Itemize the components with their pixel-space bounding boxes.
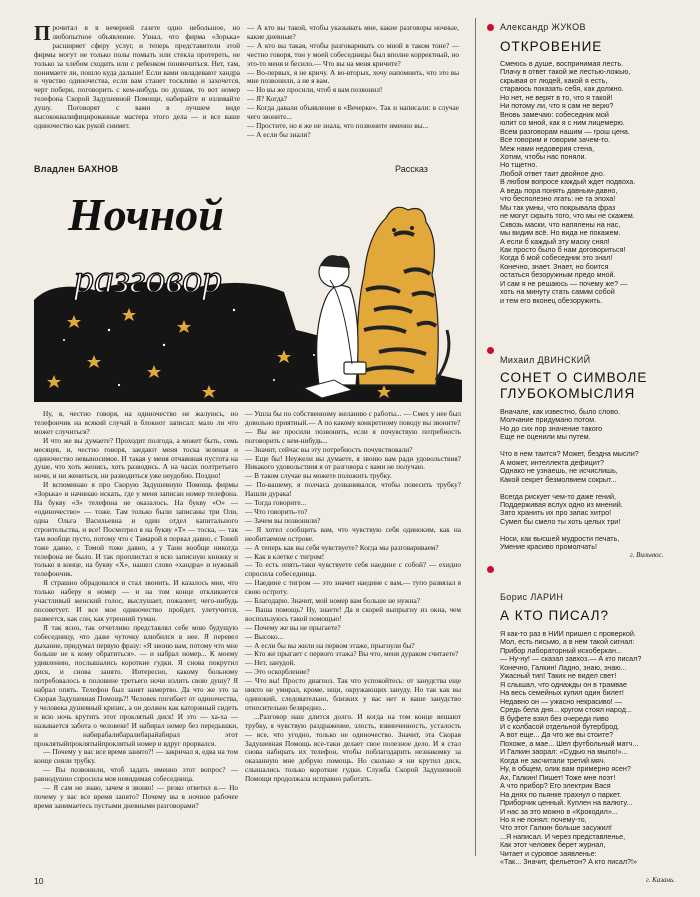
poem2-author: Михаил ДВИНСКИЙ: [500, 355, 591, 365]
red-bullet-icon: [487, 566, 494, 573]
poem1-text: Смеюсь в душе, воспринимая лесть. Плачу в ответ такой же лестью-ложью, скрывая от людей, какой я есть, стараюсь показать себя, как должно. Но нет, не верят в то, что я такой! Ни потому ли, что я сам не верю? Вновь замечаю: собеседник мой юлит со мной, как я с ним лицемерю. Всем разговорам нашим — грош цена. Все говорим и говорим зачем-то. Меж нами недоверия стена, Хотим, чтобы нас поняли. Но тщетно. Любой ответ таит двойное дно. В любом вопросе каждый ждет подвоха. А ведь пора понять давным-давно, что бесполезно лгать: не та эпоха! Мы так умны, что покрывала фраз не могут скрыть того, что мы не скажем. Сквозь маски, что напялены на нас, мы видим всё. Но вида не покажем. А если б каждый эту маску снял! Как просто было б нам договориться! Когда б мой собеседник это знал! Конечно, знает. Знает, но боится остаться безоружным предо мной. И сам я не решаюсь — почему же? — хоть на минуту стать самим собой и тем его вконец обезоружить.: [500, 59, 636, 305]
dialogue-line: — В таком случае вы можете положить трубку.: [245, 471, 392, 481]
dialogue-line: — Вы же просили позвонить, если я почувствую потребность поговорить с кем-нибудь...: [245, 426, 461, 445]
story-paragraph: И вспоминаю я про Скорую Задушевную Помощь фирмы «Зорька» и начинаю искать, где у меня записан номер телефона. На букву «З» телефона не оказалось. На букву «О» — «одиночество» — тоже. Там только были записаны три Оли, одна Ольга Васильевна и один отдел капитального строительства, и все! Посмотрел я на букву «Т» — тоска, — так там вообще пусто, потому что с Тамарой я порвал давно, с Тоней тоже давно, с Томой тоже давно, а у Тани вообще никогда телефона не было. И так проплистал я всю записную книжку и только в конце, на букву «Х», нашел слово «хандра» и нужный телефончик.: [34, 480, 238, 579]
dialogue-line: — А если бы вы жили на первом этаже, прыгнули бы?: [245, 640, 415, 650]
drop-cap: П: [34, 24, 51, 45]
story-title-line-2: разговор: [74, 256, 223, 301]
story-title-line-1: Ночной: [68, 189, 224, 240]
column-divider: [475, 18, 476, 856]
red-bullet-icon: [487, 347, 494, 354]
story-paragraph: Я так ясно, так отчетливо представлял себе мою будущую собеседницу, что даже чуточку влюбился в нее. Я перевел дыхание, придумал первую фразу: «Я звоню вам, потому что мне больше не к кому обратиться». — и набрал номер... К моему удивлению, послышались короткие гудки. Я снова покрутил диск, и снова занято. Интересно, какому больному потребовалось в половине третьего ночи излить свою душу? Я набрал опять. Телефон был занят намертво. Да что же это за Скорая Задушевная Помощь?! Человек погибает от одиночества, у человека душевный кризис, а он должен как каторжный сидеть и всю ночь крутить этот проклятый диск! И это — ха-ха — называется забота о человеке! И набирал номер без передышки, и набирабалибаралибарайабирал этот проклятыйпроклятыйпроклятый номер и вдруг прорвался.: [34, 622, 238, 748]
dialogue-line: — Что говорить-то?: [245, 506, 308, 516]
story-intro-column-1: [34, 24, 240, 150]
dialogue-line: — Когда давали объявление в «Вечерке». Так и написали: в случае чего звоните...: [247, 103, 459, 122]
story-paragraph: И что же вы думаете? Проходит полгода, а может быть, семь месяцев, и, честно говоря, заедают меня тоска зеленая и одиночество невыносимое. И такая у меня отчаянная пустота на душе, что хоть женись, хоть разводись. А на часах полтретьего ночи, и ни жениться, ни разводиться уже неудобно. Поздно!: [34, 435, 238, 481]
page-number: 10: [34, 876, 44, 886]
dialogue-line: — А кто вы такая, чтобы разговаривать со мной в таком тоне? — честно говоря, тон у моей собеседницы был вполне корректный, но это-то меня и бесило.— Что вы на меня кричите?: [247, 40, 459, 68]
story-paragraph: Ну, я, честно говоря, на одиночество не жалуюсь, но телефончик на всякий случай в блокнот записал: мало ли что может случиться?: [34, 410, 238, 436]
dialogue-line: — А если бы знали?: [247, 129, 311, 139]
dialogue-line: — Что вы! Просто диагноз. Так что успокойтесь: от занудства еще никто не умирал, кроме, ищи, окружающих зануду. Но так как вы одинокий, следовательно, близких у вас нет и ваше занудство относительно безвредно...: [245, 676, 461, 712]
dialogue-line: — Но вы же просили, чтоб я вам позвонил!: [247, 85, 383, 95]
dialogue-line: — Я хотел сообщить вам, что чувствую себя одиноким, как на необитаемом острове.: [245, 524, 461, 543]
poem1-title: ОТКРОВЕНИЕ: [500, 39, 603, 54]
dialogue-line: — Нет, занудой.: [245, 658, 296, 668]
poem2-title-line-1: СОНЕТ О СИМВОЛЕ: [500, 370, 648, 385]
dialogue-line: — По-вашему, я полчаса дозванивался, чтобы повесить трубку? Нашли дурака!: [245, 480, 461, 499]
dialogue-line: — Во-первых, я не кричу. А во-вторых, хочу напомнить, что это вы мне позвонили, а не я вам.: [247, 67, 459, 86]
dialogue-line: — А кто вы такой, чтобы указывать мне, какие разговоры ночные, какие дневные?: [247, 24, 459, 41]
story-paragraph: ...Разговор наш длится долго. И когда на том конце вешают трубку, я чувствую раздражение, злость, взвинченность, усталость — все, что угодно, только не одиночество. Значит, эта Скорая Задушевная Помощь все-таки делает свое полезное дело. И я стал снова набирать их телефон, чтобы поблагодарить незнакомку за оказанную мне добрую помощь. Но сколько я ни крутил диск, слышались только короткие гудки. Служба Скорой Задушевной Помощи продолжала исправно работать.: [245, 711, 461, 784]
story-illustration: [34, 180, 462, 402]
story-column-3: [34, 410, 238, 862]
story-author: Владлен БАХНОВ: [34, 164, 119, 174]
dialogue-line: — Значит, сейчас вы эту потребность почувствовали?: [245, 444, 413, 454]
dialogue-line: — Наедине с тигром — это значит наедине с вам,— тупо развязал я свою остроту.: [245, 578, 461, 597]
red-bullet-icon: [487, 24, 494, 31]
dialogue-line: — Зачем вы позвонили?: [245, 515, 321, 525]
telephone-icon: [344, 362, 366, 374]
night-scene-illustration: [34, 180, 462, 402]
poem3-author: Борис ЛАРИН: [500, 592, 564, 602]
dialogue-line: — Еще бы! Неужели вы думаете, я звоню вам ради удовольствия? Никакого удовольствия я от разговора с вами не получаю.: [245, 453, 461, 472]
dialogue-line: — То есть опять-таки чувствуете себя наедине с собой? — ехидно спросила собеседница.: [245, 560, 461, 579]
dialogue-line: — Как в клетке с тигром!: [245, 551, 325, 561]
story-intro-column-2: [247, 24, 459, 154]
poem3-text: Я как-то раз в НИИ пришел с проверкой. Мол, есть письмо, а в нем такой сигнал: Прибор лабораторный искоберкан... — Ну-ну! — сказал завхоз.— А кто писал? Конечно, Галкин! Ладно, знаю, знаю... Ужасный тип! Таких не видел свет! Я слышал, что однажды он в трамвае На весь семейных купил один билет! Недавно он — ужасно некрасиво! — Средь бела дня... кругом стоял народ... В буфете взял без очереди пиво И с колбасой отдельной бутерброд. А вот еще... Да что же вы стоите? Похоже, а мае... Шел футбольный матч... И Галкин заорал: «Судью на мыло!»... Когда не засчитали третий мяч. Ну, в общем, олик вам примерно ясен? Ах, Галкин! Пишет! Тоже мне поэт! А что прибор? Его электрик Вася На днях по пьянке трахнул о паркет. Приборчик ценный. Куплен на валюту... И нас за это можно в «Крокодил»... Но я не понял: почему-то, Что этот Галкин больше засужил! ...Я написал. И через представленье, Как этот человек берет журнал, Читает и суровое заявленье: «Так... Значит, фельетон? А кто писал?!»: [500, 629, 642, 867]
story-paragraph: — Почему у вас все время занято?! — закричал я, едва на том конце сняли трубку.: [34, 747, 238, 766]
poem2-title-line-2: ГЛУБОКОМЫСЛИЯ: [500, 386, 636, 401]
poem3-city: г. Казань.: [646, 876, 675, 884]
dialogue-line: — Простите, но я же не знала, что позвоните именно вы...: [247, 120, 429, 130]
story-paragraph: Я страшно обрадовался и стал звонить. И казалось мне, что только наберу я номер — и на том конце откликнется участливый женский голос, выслушает, пожалеет, чего-нибудь посоветует. И все мое одиночество пройдет, улетучится, развеется, как сон, как утренний туман.: [34, 578, 238, 623]
dialogue-line: — Ушла бы по собственному желанию с работы... — Смех у нее был довольно приятный.— А по какому конкретному поводу вы звоните?: [245, 410, 461, 427]
dialogue-line: — Кто же прыгает с первого этажа? Вы что, меня дураком считаете?: [245, 649, 459, 659]
story-paragraph: — Вы позвонили, чтоб задать именно этот вопрос? — равнодушно спросила моя невидимая собеседница.: [34, 765, 238, 784]
dialogue-line: — Тогда говорите...: [245, 498, 307, 508]
tiger-figure: [357, 207, 449, 385]
dialogue-line: — А теперь как вы себя чувствуете? Когда мы разговариваем?: [245, 542, 439, 552]
dialogue-line: — Это оскорбление?: [245, 667, 310, 677]
poem2-text: Вначале, как известно, было слово. Молчание придумано потом. Но до сих пор значение такого Еще не оценили мы путем. Что в нем таится? Может, бездна мысли? А может, интеллекта дефицит? Однако не узнаешь, не исчислишь, Какой секрет безмолвием сокрыт... Всегда рискует чем-то даже гений, Поддерживая вслух одно из мнений. Зато хранить их про запас хитро! Сумел бы смело ты хоть целых три! Носи, как высшей мудрости печать, Умение красиво промолчать!: [500, 407, 639, 552]
dialogue-line: — Почему же вы не прыгаете?: [245, 622, 341, 632]
story-column-4: [245, 410, 461, 862]
poem3-title: А КТО ПИСАЛ?: [500, 608, 610, 623]
dialogue-line: — Я? Когда?: [247, 94, 288, 104]
dialogue-line: — Благодарю. Значит, мой номер вам больше не нужна?: [245, 596, 420, 606]
story-genre: Рассказ: [395, 164, 428, 174]
poem2-city: г. Вильнюс.: [630, 551, 664, 559]
dialogue-line: — Высоко...: [245, 631, 284, 641]
poem1-author: Александр ЖУКОВ: [500, 22, 586, 32]
dialogue-line: — Ваша помощь? Ну, знаете! Да я скорей выпрыгну из окна, чем воспользуюсь такой помощью!: [245, 604, 461, 623]
intro-paragraph: рочитал я в вечерней газете одно небольшое, но любопытное объявление. Узнал, что фирма «Зорька» расширяет сферу услуг, и теперь представители этой фирмы могут не только полы помыть или стекла протереть, не только за хлебом сходить или с ребенком понянчиться. Нет, там, понимаете ли, пошло куда дальше! Если вами овладевают хандра и чувство одиночества, если вам станет тоскливо и захочется, черт побери, поговорить с кем-нибудь по душам, то вот номер телефона Скорой Задушевной Помощи, набирайте и изливайте душу. Поговорят с вами в лучшем виде высококвалифицированные мастера этого дела — и все ваше одиночество как рукой снимет.: [34, 24, 240, 130]
story-paragraph: — Я сам не знаю, зачем я звоню! — резко ответил я.— Но почему у вас все время занято? Почему вы в ночное рабочее время занимаетесь пустыми дневными разговорами?: [34, 783, 238, 810]
